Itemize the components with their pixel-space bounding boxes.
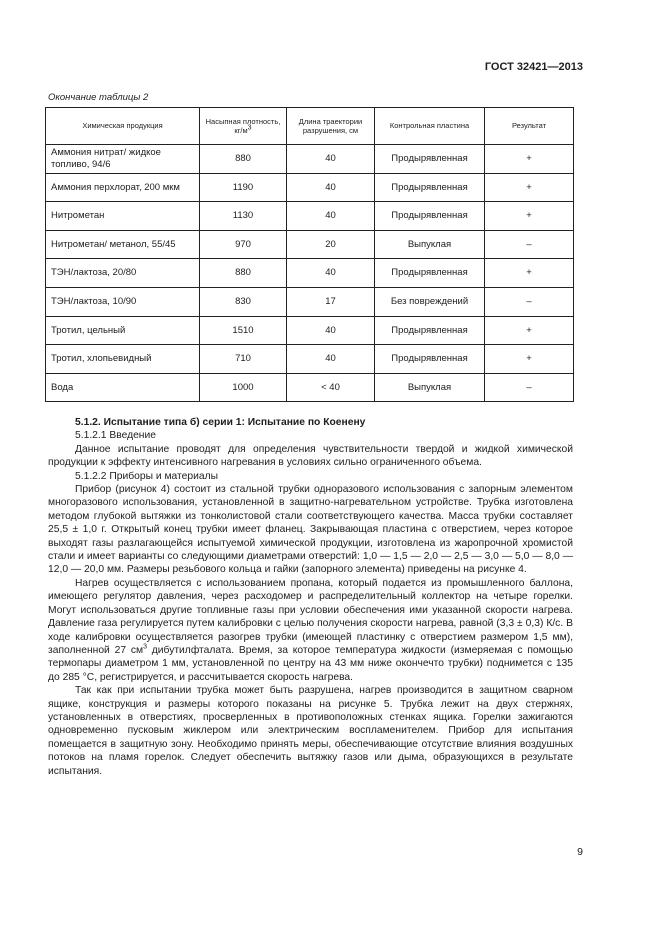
cell-result: + — [485, 173, 574, 202]
cell-path: 40 — [287, 316, 375, 345]
cell-path: 40 — [287, 345, 375, 374]
col-density-header — [200, 108, 287, 145]
cell-density: 710 — [200, 345, 287, 374]
paragraph-text: Нагрев осуществляется с использованием пропана, который подается из промышленного баллона, имеющего регулятор давления, через расходомер и распределительный коллектор на четыре горелки. Могут использоваться другие топливные газы при условии обеспечения ими указанной скорости нагрева. Давление газа регулируется путем калибровки с целью получения скорости нагрева, равной (3,3 ± 0,3) К/с. В ходе калибровки осуществляется разогрев трубки (имеющей пластинку с отверстием размером 1,5 мм), заполненной 27 см — [48, 577, 573, 656]
standard-number: ГОСТ 32421—2013 — [484, 61, 583, 73]
cell-substance: ТЭН/лактоза, 10/90 — [46, 287, 200, 316]
cell-substance: Тротил, цельный — [46, 316, 200, 345]
cell-path: 40 — [287, 145, 375, 174]
results-table — [45, 107, 574, 402]
cell-result: + — [485, 316, 574, 345]
cell-plate: Продырявленная — [375, 173, 485, 202]
cell-plate: Без повреждений — [375, 287, 485, 316]
cell-substance: Аммония нитрат/ жидкое топливо, 94/6 — [46, 145, 200, 174]
subsection-title: 5.1.2.1 Введение — [75, 430, 156, 442]
col-density-exp: 3 — [247, 124, 252, 132]
cell-density: 880 — [200, 145, 287, 174]
paragraph — [48, 577, 573, 684]
cell-path: 17 — [287, 287, 375, 316]
cell-result: – — [485, 230, 574, 259]
table-row — [46, 316, 574, 345]
subsection-title: 5.1.2.2 Приборы и материалы — [75, 470, 218, 482]
table-header-row — [46, 108, 574, 145]
cell-density: 880 — [200, 259, 287, 288]
col-substance-header: Химическая продукция — [46, 108, 200, 145]
cell-plate: Продырявленная — [375, 145, 485, 174]
cell-density: 1190 — [200, 173, 287, 202]
cell-result: + — [485, 202, 574, 231]
paragraph: Прибор (рисунок 4) состоит из стальной трубки одноразового использования с запорным элементом многоразового использования, установленной в защитно-нагревательном устройстве. Трубка изготовлена методом глубокой вытяжки из тонколистовой стали соответствующего качества. Масса трубки составляет 25,5 ± 1,0 г. Открытый конец трубки имеет фланец. Закрывающая пластина с отверстием, через которое выходят газы разлагающейся испытуемой химической продукции, изготовлена из жаропрочной хромистой стали и имеет варианты со следующими диаметрами отверстий: 1,0 — 1,5 — 2,0 — 2,5 — 3,0 — 5,0 — 8,0 — 12,0 — 20,0 мм. Размеры резьбового кольца и гайки (запорного элемента) приведены на рисунке 4. — [48, 484, 573, 576]
table-row — [46, 287, 574, 316]
cell-result: – — [485, 287, 574, 316]
cell-plate: Продырявленная — [375, 345, 485, 374]
cell-path: 40 — [287, 173, 375, 202]
cell-substance: ТЭН/лактоза, 20/80 — [46, 259, 200, 288]
cell-substance: Вода — [46, 373, 200, 402]
section-text — [48, 416, 573, 778]
cell-substance: Аммония перхлорат, 200 мкм — [46, 173, 200, 202]
cell-density: 970 — [200, 230, 287, 259]
cell-path: 40 — [287, 259, 375, 288]
table-row — [46, 145, 574, 174]
table-caption: Окончание таблицы 2 — [48, 92, 149, 103]
cell-plate: Продырявленная — [375, 259, 485, 288]
section-heading: 5.1.2. Испытание типа б) серии 1: Испытание по Коенену — [75, 417, 366, 428]
col-path-header: Длина траектории разрушения, см — [287, 108, 375, 145]
table-row — [46, 230, 574, 259]
col-density-label: Насыпная плотность, кг/м — [205, 116, 281, 135]
cell-density: 1510 — [200, 316, 287, 345]
cell-substance: Нитрометан — [46, 202, 200, 231]
table-row — [46, 373, 574, 402]
table-row — [46, 345, 574, 374]
cell-result: – — [485, 373, 574, 402]
cell-substance: Нитрометан/ метанол, 55/45 — [46, 230, 200, 259]
table-row — [46, 202, 574, 231]
cell-substance: Тротил, хлопьевидный — [46, 345, 200, 374]
cell-plate: Продырявленная — [375, 316, 485, 345]
cell-plate: Продырявленная — [375, 202, 485, 231]
paragraph: Так как при испытании трубка может быть разрушена, нагрев производится в защитном сварном ящике, конструкция и размеры которого показаны на рисунке 5. Трубка лежит на двух стержнях, установленных в отверстиях, просверленных в противоположных стенках ящика. Горелки зажигаются одновременно пусковым жиклером или электрическим воспламенителем. Прибор для испытания помещается в защитную зону. Необходимо принять меры, обеспечивающие отсутствие влияния воздушных потоков на пламя горелок. Следует обеспечить вытяжку газов или дыма, образующихся в результате испытания. — [48, 685, 573, 777]
unit-exponent: 3 — [143, 643, 147, 651]
cell-density: 1000 — [200, 373, 287, 402]
cell-result: + — [485, 345, 574, 374]
cell-plate: Выпуклая — [375, 373, 485, 402]
cell-result: + — [485, 145, 574, 174]
table-row — [46, 259, 574, 288]
col-result-header: Результат — [485, 108, 574, 145]
page-number: 9 — [577, 846, 583, 858]
cell-density: 1130 — [200, 202, 287, 231]
cell-plate: Выпуклая — [375, 230, 485, 259]
cell-path: 20 — [287, 230, 375, 259]
cell-path: < 40 — [287, 373, 375, 402]
paragraph: Данное испытание проводят для определения чувствительности твердой и жидкой химической продукции к эффекту интенсивного нагревания в условиях сильно ограниченного объема. — [48, 443, 573, 469]
cell-path: 40 — [287, 202, 375, 231]
cell-result: + — [485, 259, 574, 288]
table-row — [46, 173, 574, 202]
paragraph-text: дибутилфталата. Время, за которое температура жидкости (измеряемая с помощью термопары диаметром 1 мм, установленной по центру на 43 мм ниже окончечто трубки) поднимется с 135 до 285 °С, регистрируется, и рассчитывается скорость нагрева. — [48, 644, 573, 683]
col-plate-header: Контрольная пластина — [375, 108, 485, 145]
cell-density: 830 — [200, 287, 287, 316]
